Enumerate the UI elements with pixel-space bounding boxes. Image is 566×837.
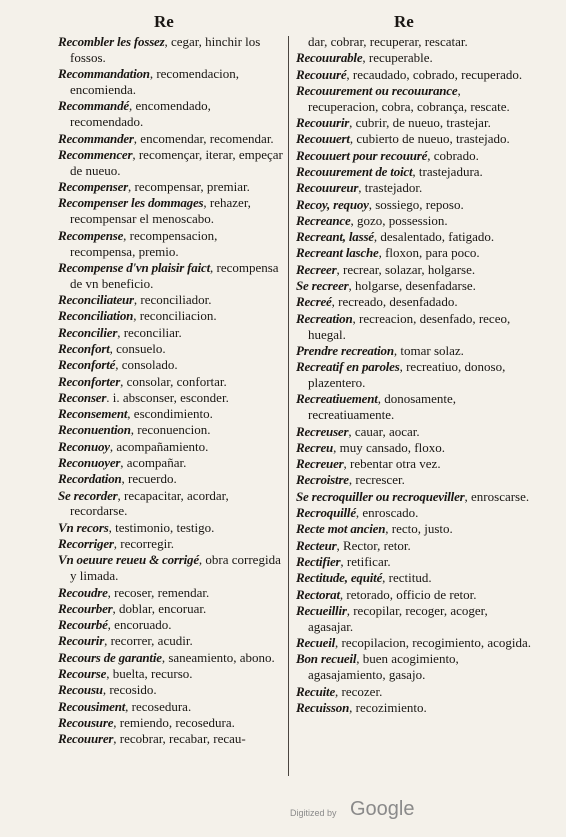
entry-definition: , recuerdo. bbox=[121, 471, 177, 487]
header-left: Re bbox=[154, 12, 174, 31]
entry-definition: , desalentado, fatigado. bbox=[373, 229, 495, 245]
dictionary-entry bbox=[58, 601, 284, 617]
entry-definition: , tomar solaz. bbox=[393, 342, 464, 358]
dictionary-entry bbox=[58, 292, 284, 308]
entry-definition: , rebentar otra vez. bbox=[343, 456, 441, 472]
entry-definition: , trastejador. bbox=[358, 180, 423, 196]
dictionary-entry bbox=[58, 617, 284, 633]
dictionary-entry bbox=[58, 341, 284, 357]
dictionary-entry bbox=[58, 455, 284, 471]
entry-headword: Recombler les fossez bbox=[58, 34, 165, 49]
entry-headword: Prendre recreation bbox=[296, 342, 394, 358]
dictionary-entry bbox=[296, 570, 532, 586]
dictionary-entry bbox=[58, 585, 284, 601]
dictionary-entry bbox=[58, 682, 284, 698]
entry-headword: Recourbé bbox=[58, 617, 108, 633]
entry-definition: , sossiego, reposo. bbox=[368, 196, 464, 212]
dictionary-entry bbox=[296, 262, 532, 278]
entry-definition: , recomendacion, encomienda. bbox=[70, 66, 239, 98]
entry-headword: Recouurement ou recouurance bbox=[296, 82, 458, 98]
entry-headword: Recouuert bbox=[296, 131, 350, 147]
dictionary-entry bbox=[296, 148, 532, 164]
dictionary-entry bbox=[296, 603, 532, 635]
entry-headword: Reconser bbox=[58, 389, 107, 405]
dictionary-entry bbox=[296, 521, 532, 537]
entry-definition: , floxon, para poco. bbox=[378, 245, 480, 261]
entry-headword: Recourir bbox=[58, 633, 105, 649]
dictionary-entry bbox=[296, 489, 532, 505]
entry-headword: Recreuer bbox=[296, 456, 344, 472]
dictionary-entry bbox=[296, 278, 532, 294]
entry-headword: Recroistre bbox=[296, 472, 349, 488]
entry-definition: , recozimiento. bbox=[349, 699, 427, 715]
entry-definition: , recreado, desenfadado. bbox=[331, 294, 458, 310]
entry-definition: , rehazer, recompensar el menoscabo. bbox=[70, 195, 251, 227]
entry-headword: Recommandation bbox=[58, 66, 150, 82]
entry-continuation: dar, cobrar, recuperar, rescatar. bbox=[308, 34, 468, 49]
dictionary-entry bbox=[58, 536, 284, 552]
dictionary-entry bbox=[58, 666, 284, 682]
entry-definition: , acompañamiento. bbox=[109, 438, 209, 454]
entry-headword: Recouuré bbox=[296, 66, 347, 82]
entry-definition: , retorado, officio de retor. bbox=[339, 586, 477, 602]
entry-headword: Recoy, requoy bbox=[296, 196, 369, 212]
entry-headword: Recouurer bbox=[58, 731, 114, 747]
entry-definition: , encomendado, recomendado. bbox=[70, 98, 211, 130]
entry-definition: , holgarse, desenfadarse. bbox=[348, 278, 476, 294]
entry-headword: Recourse bbox=[58, 666, 107, 682]
entry-headword: Reconsement bbox=[58, 406, 128, 422]
entry-headword: Recompenser les dommages bbox=[58, 195, 204, 211]
entry-definition: , doblar, encoruar. bbox=[112, 600, 207, 616]
dictionary-entry bbox=[58, 488, 284, 520]
entry-definition: , recaudado, cobrado, recuperado. bbox=[346, 66, 523, 82]
dictionary-entry bbox=[296, 359, 532, 391]
entry-headword: Recourber bbox=[58, 600, 113, 616]
entry-definition: , cubierto de nueuo, trastejado. bbox=[349, 131, 510, 147]
entry-headword: Recouureur bbox=[296, 180, 359, 196]
entry-headword: Recommander bbox=[58, 130, 134, 146]
entry-headword: Rectitude, equité bbox=[296, 570, 383, 586]
entry-definition: , recozer. bbox=[335, 683, 383, 699]
entry-definition: , gozo, possession. bbox=[350, 212, 448, 228]
entry-headword: Recreation bbox=[296, 310, 353, 326]
dictionary-entry bbox=[296, 50, 532, 66]
entry-headword: Reconcilier bbox=[58, 324, 118, 340]
entry-definition: , recomençar, iterar, empeçar de nueuo. bbox=[70, 146, 283, 178]
entry-definition: , recosedura. bbox=[125, 698, 192, 714]
entry-definition: , buelta, recurso. bbox=[106, 666, 193, 682]
entry-headword: Reconforté bbox=[58, 357, 116, 373]
entry-headword: Recommencer bbox=[58, 146, 133, 162]
entry-definition: , recosido. bbox=[102, 682, 157, 698]
entry-headword: Recreer bbox=[296, 261, 337, 277]
right-column bbox=[296, 34, 532, 716]
dictionary-entry bbox=[58, 325, 284, 341]
dictionary-entry bbox=[296, 554, 532, 570]
dictionary-entry bbox=[58, 715, 284, 731]
entry-definition: , recopilar, recoger, acoger, agasajar. bbox=[308, 602, 488, 634]
entry-definition: , muy cansado, floxo. bbox=[333, 439, 445, 455]
entry-definition: , recopilacion, recogimiento, acogida. bbox=[335, 635, 532, 651]
entry-headword: Recordation bbox=[58, 471, 122, 487]
dictionary-entry bbox=[58, 260, 284, 292]
dictionary-entry bbox=[58, 731, 284, 747]
dictionary-entry bbox=[296, 684, 532, 700]
entry-definition: , recobrar, recabar, recau- bbox=[113, 731, 246, 747]
digitized-by-label: Digitized by bbox=[290, 808, 337, 818]
entry-definition: , enroscado. bbox=[355, 505, 419, 521]
dictionary-entry bbox=[58, 357, 284, 373]
entry-headword: Reconforter bbox=[58, 373, 121, 389]
entry-definition: , recreacion, desenfado, receo, huegal. bbox=[308, 310, 511, 342]
entry-headword: Rectorat bbox=[296, 586, 340, 602]
dictionary-entry bbox=[296, 131, 532, 147]
dictionary-entry bbox=[296, 472, 532, 488]
entry-headword: Recousiment bbox=[58, 698, 126, 714]
entry-definition: , Rector, retor. bbox=[336, 537, 411, 553]
dictionary-entry bbox=[58, 699, 284, 715]
entry-headword: Vn recors bbox=[58, 519, 109, 535]
entry-definition: , testimonio, testigo. bbox=[108, 519, 215, 535]
entry-definition: , recuperacion, cobra, cobrança, rescate. bbox=[308, 82, 510, 114]
dictionary-entry bbox=[58, 195, 284, 227]
dictionary-entry bbox=[296, 34, 532, 50]
entry-definition: , reconciliacion. bbox=[133, 308, 217, 324]
entry-definition: , recuperable. bbox=[362, 50, 433, 66]
entry-headword: Recommandé bbox=[58, 98, 129, 114]
entry-headword: Recroquillé bbox=[296, 505, 356, 521]
entry-definition: . i. absconser, esconder. bbox=[106, 389, 229, 405]
dictionary-entry bbox=[296, 700, 532, 716]
dictionary-entry bbox=[296, 115, 532, 131]
dictionary-entry bbox=[296, 424, 532, 440]
entry-definition: , recoser, remendar. bbox=[107, 584, 210, 600]
dictionary-entry bbox=[58, 552, 284, 584]
entry-definition: , remiendo, recosedura. bbox=[113, 714, 235, 730]
entry-definition: , recto, justo. bbox=[385, 521, 453, 537]
entry-definition: , enroscarse. bbox=[464, 488, 530, 504]
dictionary-entry bbox=[296, 505, 532, 521]
entry-headword: Recteur bbox=[296, 537, 337, 553]
dictionary-entry bbox=[58, 34, 284, 66]
entry-headword: Recreant lasche bbox=[296, 245, 379, 261]
entry-headword: Recouurir bbox=[296, 115, 350, 131]
entry-definition: , encomendar, recomendar. bbox=[133, 130, 274, 146]
entry-headword: Recreatif en paroles bbox=[296, 359, 400, 375]
dictionary-entry bbox=[296, 197, 532, 213]
dictionary-entry bbox=[296, 343, 532, 359]
entry-headword: Recompense d'vn plaisir faict bbox=[58, 259, 210, 275]
entry-headword: Recompenser bbox=[58, 179, 129, 195]
entry-headword: Recours de garantie bbox=[58, 649, 162, 665]
dictionary-entry bbox=[296, 456, 532, 472]
dictionary-entry bbox=[296, 635, 532, 651]
entry-headword: Reconciliation bbox=[58, 308, 134, 324]
dictionary-entry bbox=[58, 179, 284, 195]
entry-definition: , donosamente, recreatiuamente. bbox=[308, 391, 457, 423]
dictionary-entry bbox=[296, 651, 532, 683]
entry-headword: Se recroquiller ou recroqueviller bbox=[296, 488, 465, 504]
dictionary-entry bbox=[58, 422, 284, 438]
entry-definition: , recompensacion, recompensa, premio. bbox=[70, 227, 218, 259]
digitization-watermark bbox=[0, 798, 566, 828]
entry-headword: Recreuser bbox=[296, 423, 349, 439]
entry-definition: , buen acogimiento, agasajamiento, gasajo. bbox=[308, 651, 459, 683]
entry-headword: Se recorder bbox=[58, 487, 118, 503]
entry-headword: Recouurable bbox=[296, 50, 363, 66]
dictionary-entry bbox=[58, 650, 284, 666]
dictionary-entry bbox=[58, 439, 284, 455]
entry-headword: Recreatiuement bbox=[296, 391, 378, 407]
entry-headword: Recreu bbox=[296, 439, 334, 455]
dictionary-entry bbox=[296, 538, 532, 554]
entry-headword: Recousure bbox=[58, 714, 114, 730]
entry-headword: Recouuert pour recouuré bbox=[296, 147, 428, 163]
entry-definition: , acompañar. bbox=[120, 454, 187, 470]
entry-definition: , obra corregida y limada. bbox=[70, 552, 281, 584]
entry-definition: , cegar, hinchir los fossos. bbox=[70, 34, 261, 65]
entry-definition: , recapacitar, acordar, recordarse. bbox=[70, 487, 229, 519]
entry-headword: Se recreer bbox=[296, 278, 349, 294]
dictionary-entry bbox=[296, 294, 532, 310]
entry-definition: , reconuencion. bbox=[130, 422, 211, 438]
dictionary-entry bbox=[296, 180, 532, 196]
dictionary-entry bbox=[296, 67, 532, 83]
dictionary-entry bbox=[296, 587, 532, 603]
dictionary-entry bbox=[296, 311, 532, 343]
dictionary-entry bbox=[58, 471, 284, 487]
entry-headword: Recoudre bbox=[58, 584, 108, 600]
entry-definition: , recreatiuo, donoso, plazentero. bbox=[308, 359, 506, 391]
dictionary-entry bbox=[296, 245, 532, 261]
entry-definition: , trastejadura. bbox=[412, 163, 483, 179]
entry-headword: Rectifier bbox=[296, 553, 341, 569]
entry-headword: Recouurement de toict bbox=[296, 163, 413, 179]
entry-definition: , cobrado. bbox=[427, 147, 479, 163]
entry-headword: Vn oeuure reueu & corrigé bbox=[58, 552, 199, 568]
entry-definition: , recompensar, premiar. bbox=[128, 179, 250, 195]
entry-headword: Reconfort bbox=[58, 340, 110, 356]
dictionary-entry bbox=[58, 228, 284, 260]
dictionary-entry bbox=[58, 308, 284, 324]
dictionary-entry bbox=[296, 229, 532, 245]
entry-headword: Recreant, lassé bbox=[296, 229, 374, 245]
entry-definition: , cubrir, de nueuo, trastejar. bbox=[349, 115, 491, 131]
entry-definition: , reconciliar. bbox=[117, 324, 182, 340]
dictionary-entry bbox=[58, 390, 284, 406]
entry-definition: , consolado. bbox=[115, 357, 178, 373]
entry-headword: Recueillir bbox=[296, 602, 347, 618]
entry-headword: Recreé bbox=[296, 294, 332, 310]
entry-definition: , cauar, aocar. bbox=[348, 423, 420, 439]
entry-definition: , escondimiento. bbox=[127, 406, 213, 422]
google-logo-text: Google bbox=[350, 798, 415, 820]
entry-definition: , reconciliador. bbox=[133, 292, 212, 308]
dictionary-entry bbox=[296, 391, 532, 423]
entry-headword: Reconciliateur bbox=[58, 292, 134, 308]
dictionary-entry bbox=[58, 406, 284, 422]
dictionary-entry bbox=[58, 98, 284, 130]
entry-definition: , recompensa de vn beneficio. bbox=[70, 259, 279, 291]
header-right: Re bbox=[394, 12, 414, 31]
dictionary-entry bbox=[58, 633, 284, 649]
dictionary-entry bbox=[296, 213, 532, 229]
entry-headword: Reconuoy bbox=[58, 438, 110, 454]
entry-headword: Recuisson bbox=[296, 699, 350, 715]
dictionary-entry bbox=[58, 147, 284, 179]
column-divider bbox=[288, 36, 289, 776]
entry-headword: Bon recueil bbox=[296, 651, 357, 667]
entry-headword: Recueil bbox=[296, 635, 336, 651]
entry-definition: , recrear, solazar, holgarse. bbox=[336, 261, 476, 277]
entry-headword: Recorriger bbox=[58, 536, 114, 552]
entry-definition: , rectitud. bbox=[382, 570, 432, 586]
entry-headword: Recuite bbox=[296, 683, 336, 699]
entry-headword: Reconuention bbox=[58, 422, 131, 438]
running-header bbox=[0, 12, 566, 32]
entry-definition: , recorrer, acudir. bbox=[104, 633, 193, 649]
entry-definition: , encoruado. bbox=[107, 617, 172, 633]
entry-headword: Recte mot ancien bbox=[296, 521, 386, 537]
entry-definition: , saneamiento, abono. bbox=[161, 649, 275, 665]
entry-definition: , retificar. bbox=[340, 553, 391, 569]
entry-headword: Recompense bbox=[58, 227, 124, 243]
dictionary-entry bbox=[58, 66, 284, 98]
entry-headword: Recousu bbox=[58, 682, 103, 698]
entry-definition: , recorregir. bbox=[113, 536, 175, 552]
entry-headword: Reconuoyer bbox=[58, 454, 121, 470]
entry-definition: , consolar, confortar. bbox=[120, 373, 227, 389]
dictionary-entry bbox=[58, 520, 284, 536]
entry-definition: , consuelo. bbox=[109, 340, 166, 356]
entry-definition: , recrescer. bbox=[348, 472, 405, 488]
dictionary-entry bbox=[58, 131, 284, 147]
dictionary-entry bbox=[296, 83, 532, 115]
dictionary-entry bbox=[296, 164, 532, 180]
left-column bbox=[58, 34, 284, 748]
dictionary-entry bbox=[58, 374, 284, 390]
entry-headword: Recreance bbox=[296, 212, 351, 228]
dictionary-entry bbox=[296, 440, 532, 456]
